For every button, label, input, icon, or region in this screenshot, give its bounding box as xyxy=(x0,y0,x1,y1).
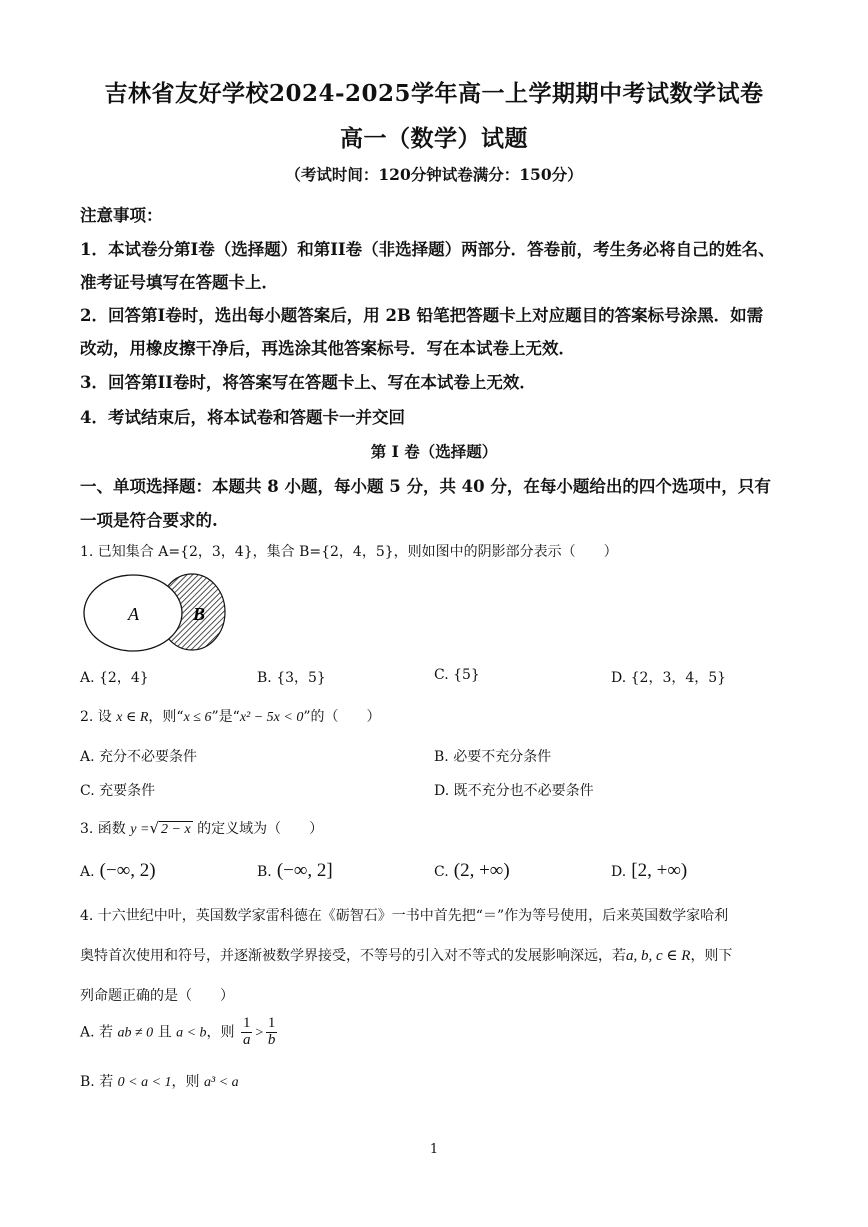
question-3-option-d-label: D. xyxy=(611,864,627,880)
notice-item-1-line-1: 1．本试卷分第I卷（选择题）和第II卷（非选择题）两部分．答卷前，考生务必将自己的姓名、 xyxy=(80,240,775,259)
fraction-1-numerator: 1 xyxy=(242,1015,251,1031)
question-1-option-d: D. {2，3，4，5} xyxy=(611,670,727,686)
fraction-1-denominator: a xyxy=(242,1031,251,1048)
question-2-stem xyxy=(80,706,381,726)
question-4-line-3: 列命题正确的是（ ） xyxy=(80,988,234,1004)
question-4-option-b-text-1: B. 若 xyxy=(80,1074,118,1090)
question-4-option-a-fraction-2 xyxy=(266,1016,278,1049)
venn-label-b: B xyxy=(193,604,206,624)
question-4-option-a-cond-1: ab ≠ 0 xyxy=(117,1025,154,1041)
question-3-option-b-value: (−∞, 2] xyxy=(276,860,333,881)
section-intro-line-2: 一项是符合要求的. xyxy=(80,511,218,530)
question-3-option-b xyxy=(257,860,333,882)
section-title: 第 I 卷（选择题） xyxy=(370,442,498,461)
fraction-2-numerator: 1 xyxy=(267,1015,276,1031)
question-2-option-a: A. 充分不必要条件 xyxy=(80,749,198,765)
question-2-condition-2: x² − 5x < 0 xyxy=(239,710,304,725)
question-2-option-b: B. 必要不充分条件 xyxy=(434,749,552,765)
question-1-option-b: B. {3，5} xyxy=(257,670,326,686)
venn-diagram xyxy=(80,568,230,658)
question-3-option-d-value: [2, +∞) xyxy=(631,860,688,881)
question-3-option-b-label: B. xyxy=(257,864,272,880)
question-2-option-c: C. 充要条件 xyxy=(80,783,156,799)
question-3-stem: 3. 函数 y =√ 2 − x 的定义域为（ ） xyxy=(80,819,324,837)
question-4-option-a-text-3: ，则 xyxy=(206,1024,235,1041)
question-3-text-1: 3. 函数 xyxy=(80,821,131,837)
page-number: 1 xyxy=(429,1142,439,1157)
question-4-option-b-text-2: ，则 xyxy=(171,1074,204,1090)
question-3-option-c-label: C. xyxy=(434,864,449,880)
question-4-option-a-text-1: A. 若 xyxy=(80,1024,118,1041)
question-3-option-a-value: (−∞, 2) xyxy=(99,860,156,881)
question-2-domain: x ∈ R xyxy=(116,710,149,725)
question-3-option-c-value: (2, +∞) xyxy=(453,860,510,881)
notice-item-1-line-2: 准考证号填写在答题卡上． xyxy=(80,273,278,292)
question-2-text-4: ”的（ ） xyxy=(303,709,381,725)
question-4-set-condition: a, b, c ∈ R xyxy=(626,948,691,964)
question-1-option-c: C. {5} xyxy=(434,667,480,683)
notice-item-2-line-1: 2．回答第I卷时，选出每小题答案后，用 2B 铅笔把答题卡上对应题目的答案标号涂黑．如需 xyxy=(80,306,764,325)
fraction-2-denominator: b xyxy=(267,1031,276,1048)
question-2-condition-1: x ≤ 6 xyxy=(183,710,212,725)
question-3-function-lhs: y = xyxy=(130,822,150,837)
question-4-line-2-text: 奥特首次使用和符号，并逐渐被数学界接受，不等号的引入对不等式的发展影响深远，若 xyxy=(80,948,626,964)
document-subtitle: 高一（数学）试题 xyxy=(340,125,528,152)
question-3-text-2: 的定义域为（ ） xyxy=(192,821,324,837)
question-4-option-a-gt: > xyxy=(254,1025,264,1041)
question-3-option-a-label: A. xyxy=(80,864,95,880)
question-3-option-d xyxy=(611,860,687,882)
question-3-option-a xyxy=(80,860,156,882)
question-2-text-1: 2. 设 xyxy=(80,709,117,725)
venn-label-a: A xyxy=(128,604,139,624)
document-title: 吉林省友好学校2024-2025学年高一上学期期中考试数学试卷 xyxy=(104,80,764,107)
question-1-option-a: A. {2，4} xyxy=(80,670,149,686)
question-4-line-1: 4. 十六世纪中叶，英国数学家雷科德在《砺智石》一书中首先把“＝”作为等号使用，后来英国数学家哈利 xyxy=(80,908,729,924)
notice-heading: 注意事项： xyxy=(80,206,163,225)
question-4-option-b xyxy=(80,1071,239,1091)
question-2-option-d: D. 既不充分也不必要条件 xyxy=(434,783,594,799)
question-1-stem: 1. 已知集合 A={2，3，4}，集合 B={2，4，5}，则如图中的阴影部分表示（ ） xyxy=(80,544,618,560)
question-4-option-a-fraction-1 xyxy=(241,1016,253,1049)
question-4-option-b-cond: 0 < a < 1 xyxy=(117,1075,172,1090)
notice-item-2-line-2: 改动，用橡皮擦干净后，再选涂其他答案标号．写在本试卷上无效． xyxy=(80,339,575,358)
exam-info: （考试时间：120分钟试卷满分：150分） xyxy=(285,165,583,184)
question-4-option-b-result: a³ < a xyxy=(204,1075,239,1090)
question-4-line-2-end: ，则下 xyxy=(690,948,733,964)
notice-item-3: 3．回答第II卷时，将答案写在答题卡上、写在本试卷上无效． xyxy=(80,373,536,392)
question-3-option-c xyxy=(434,860,510,882)
question-2-text-2: ，则“ xyxy=(148,709,184,725)
question-3-radicand: 2 − x xyxy=(161,822,191,837)
section-intro-line-1: 一、单项选择题：本题共 8 小题，每小题 5 分，共 40 分，在每小题给出的四个选项中，只有 xyxy=(80,477,771,496)
notice-item-4: 4．考试结束后，将本试卷和答题卡一并交回 xyxy=(80,408,405,427)
question-4-line-2 xyxy=(80,945,732,965)
question-4-option-a xyxy=(80,1016,279,1049)
question-2-text-3: ”是“ xyxy=(211,709,240,725)
question-4-option-a-cond-2: a < b xyxy=(176,1025,207,1041)
question-4-option-a-text-2: 且 xyxy=(153,1024,177,1041)
